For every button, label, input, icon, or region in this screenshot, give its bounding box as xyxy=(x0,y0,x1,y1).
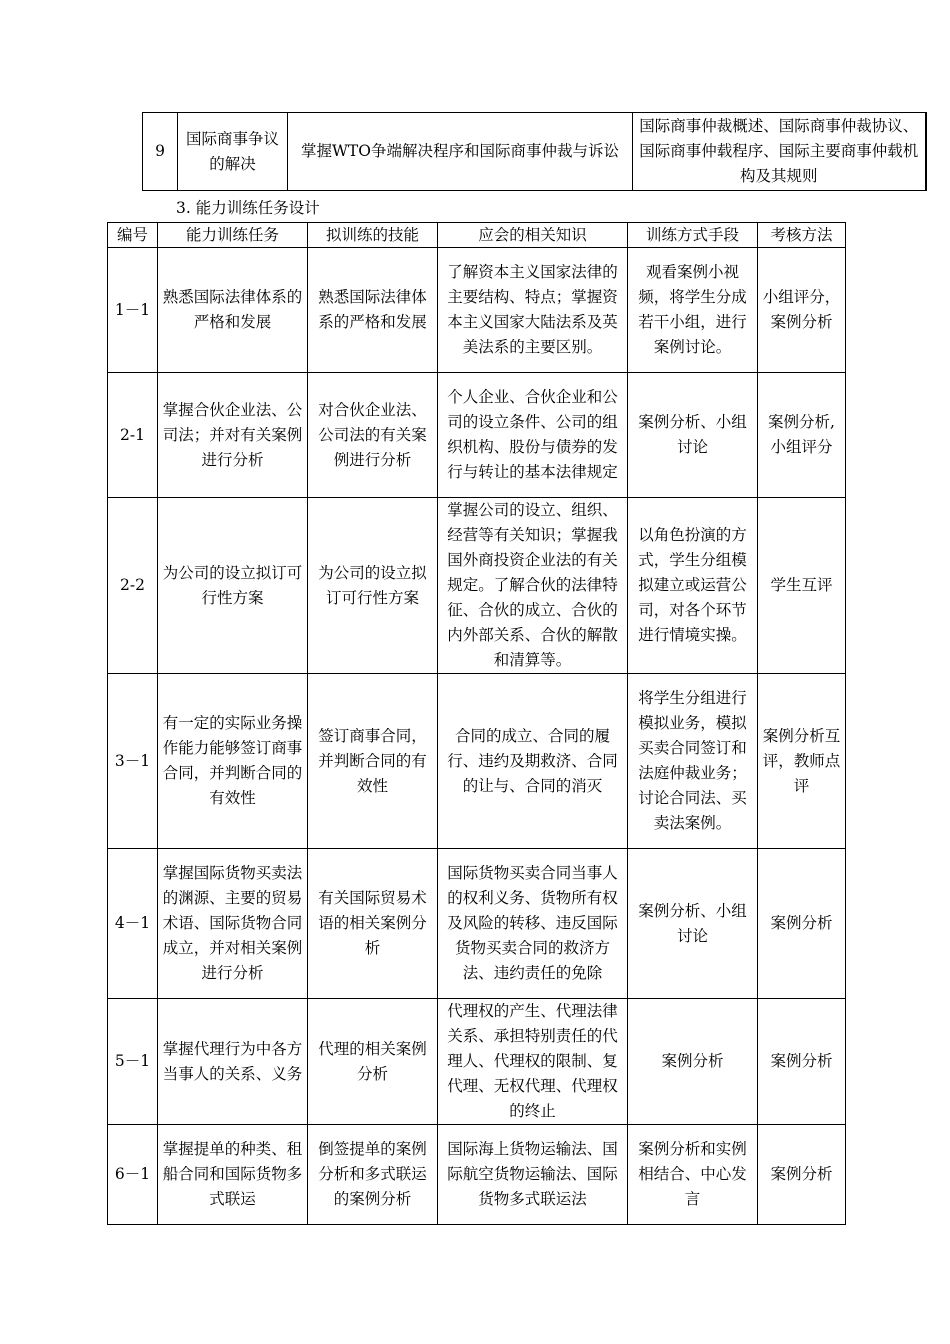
cell-task: 掌握合伙企业法、公司法；并对有关案例进行分析 xyxy=(158,373,308,498)
cell-knowledge: 合同的成立、合同的履行、违约及期救济、合同的让与、合同的消灭 xyxy=(438,674,628,849)
cell-method: 案例分析和实例相结合、中心发言 xyxy=(628,1125,758,1225)
module-content: 国际商事仲裁概述、国际商事仲裁协议、国际商事仲载程序、国际主要商事仲载机构及其规则 xyxy=(633,113,926,191)
cell-assess: 案例分析 xyxy=(758,999,846,1125)
table-row xyxy=(108,1125,846,1225)
cell-knowledge: 国际海上货物运输法、国际航空货物运输法、国际货物多式联运法 xyxy=(438,1125,628,1225)
cell-method: 将学生分组进行模拟业务，模拟买卖合同签订和法庭仲裁业务；讨论合同法、买卖法案例。 xyxy=(628,674,758,849)
table-row xyxy=(108,849,846,999)
cell-skill: 为公司的设立拟订可行性方案 xyxy=(308,498,438,674)
cell-knowledge: 代理权的产生、代理法律关系、承担特别责任的代理人、代理权的限制、复代理、无权代理、代理权的终止 xyxy=(438,999,628,1125)
cell-no: 1－1 xyxy=(108,248,158,373)
cell-skill: 熟悉国际法律体系的严格和发展 xyxy=(308,248,438,373)
cell-no: 5－1 xyxy=(108,999,158,1125)
header-task: 能力训练任务 xyxy=(158,223,308,248)
cell-task: 掌握提单的种类、租船合同和国际货物多式联运 xyxy=(158,1125,308,1225)
row-number: 9 xyxy=(143,113,178,191)
cell-knowledge: 国际货物买卖合同当事人的权利义务、货物所有权及风险的转移、违反国际货物买卖合同的救济方法、违约责任的免除 xyxy=(438,849,628,999)
header-no: 编号 xyxy=(108,223,158,248)
table-header-row xyxy=(108,223,846,248)
table-row xyxy=(108,498,846,674)
cell-skill: 有关国际贸易术语的相关案例分析 xyxy=(308,849,438,999)
cell-skill: 倒签提单的案例分析和多式联运的案例分析 xyxy=(308,1125,438,1225)
table-row xyxy=(108,248,846,373)
cell-task: 熟悉国际法律体系的严格和发展 xyxy=(158,248,308,373)
module-name: 国际商事争议的解决 xyxy=(178,113,288,191)
cell-no: 4－1 xyxy=(108,849,158,999)
cell-skill: 代理的相关案例分析 xyxy=(308,999,438,1125)
cell-assess: 案例分析 xyxy=(758,1125,846,1225)
section-title: 3. 能力训练任务设计 xyxy=(176,199,320,217)
cell-method: 观看案例小视频，将学生分成若干小组，进行案例讨论。 xyxy=(628,248,758,373)
cell-knowledge: 掌握公司的设立、组织、经营等有关知识；掌握我国外商投资企业法的有关规定。了解合伙的法律特征、合伙的成立、合伙的内外部关系、合伙的解散和清算等。 xyxy=(438,498,628,674)
cell-method: 案例分析、小组讨论 xyxy=(628,849,758,999)
header-assess: 考核方法 xyxy=(758,223,846,248)
cell-assess: 案例分析,小组评分 xyxy=(758,373,846,498)
module-objective: 掌握WTO争端解决程序和国际商事仲裁与诉讼 xyxy=(288,113,633,191)
cell-task: 有一定的实际业务操作能力能够签订商事合同，并判断合同的有效性 xyxy=(158,674,308,849)
cell-task: 掌握国际货物买卖法的渊源、主要的贸易术语、国际货物合同成立，并对相关案例进行分析 xyxy=(158,849,308,999)
table-row xyxy=(143,113,926,191)
header-skill: 拟训练的技能 xyxy=(308,223,438,248)
training-task-table xyxy=(107,222,846,1225)
cell-method: 以角色扮演的方式，学生分组模拟建立或运营公司，对各个环节进行情境实操。 xyxy=(628,498,758,674)
cell-assess: 学生互评 xyxy=(758,498,846,674)
table-row xyxy=(108,674,846,849)
top-course-table xyxy=(142,112,927,191)
cell-no: 2-1 xyxy=(108,373,158,498)
cell-skill: 签订商事合同，并判断合同的有效性 xyxy=(308,674,438,849)
cell-task: 为公司的设立拟订可行性方案 xyxy=(158,498,308,674)
cell-knowledge: 个人企业、合伙企业和公司的设立条件、公司的组织机构、股份与债券的发行与转让的基本法律规定 xyxy=(438,373,628,498)
header-method: 训练方式手段 xyxy=(628,223,758,248)
header-knowledge: 应会的相关知识 xyxy=(438,223,628,248)
cell-knowledge: 了解资本主义国家法律的主要结构、特点；掌握资本主义国家大陆法系及英美法系的主要区别。 xyxy=(438,248,628,373)
cell-no: 3－1 xyxy=(108,674,158,849)
cell-task: 掌握代理行为中各方当事人的关系、义务 xyxy=(158,999,308,1125)
cell-assess: 小组评分，案例分析 xyxy=(758,248,846,373)
table-row xyxy=(108,373,846,498)
cell-skill: 对合伙企业法、公司法的有关案例进行分析 xyxy=(308,373,438,498)
cell-assess: 案例分析 xyxy=(758,849,846,999)
cell-method: 案例分析、小组讨论 xyxy=(628,373,758,498)
cell-assess: 案例分析互评，教师点评 xyxy=(758,674,846,849)
cell-method: 案例分析 xyxy=(628,999,758,1125)
cell-no: 2-2 xyxy=(108,498,158,674)
table-row xyxy=(108,999,846,1125)
cell-no: 6－1 xyxy=(108,1125,158,1225)
